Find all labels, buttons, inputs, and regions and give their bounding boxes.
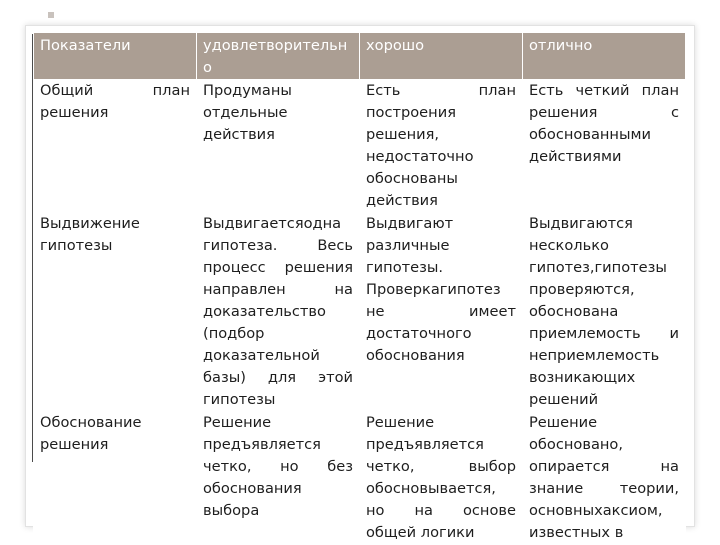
table-row	[34, 80, 686, 213]
satisfactory-cell: Продуманы отдельные действия	[197, 80, 360, 213]
satisfactory-cell: Выдвигаетсяодна гипотеза. Весь процесс решения направлен на доказательство (подбор доказательной базы) для этой гипотезы	[197, 213, 360, 412]
criterion-cell: Обоснование решения	[34, 412, 197, 545]
criterion-cell: Выдвижение гипотезы	[34, 213, 197, 412]
bullet-marker	[48, 12, 54, 18]
excellent-cell: Есть четкий план решения с обоснованными действиями	[523, 80, 686, 213]
excellent-cell: Решение обосновано, опирается на знание теории, основныхаксиом, известных в	[523, 412, 686, 545]
criterion-cell: Общий план решения	[34, 80, 197, 213]
good-cell: Решение предъявляется четко, выбор обосновывается, но на основе общей логики	[360, 412, 523, 545]
header-criterion: Показатели	[34, 33, 197, 80]
satisfactory-cell: Решение предъявляется четко, но без обоснования выбора	[197, 412, 360, 545]
table-row	[34, 213, 686, 412]
criteria-table	[33, 32, 686, 545]
good-cell: Есть план построения решения, недостаточно обоснованы действия	[360, 80, 523, 213]
excellent-cell: Выдвигаются несколько гипотез,гипотезы проверяются, обоснована приемлемость и неприемлемость возникающих решений	[523, 213, 686, 412]
header-good: хорошо	[360, 33, 523, 80]
table-row	[34, 412, 686, 545]
header-satisfactory: удовлетворительно	[197, 33, 360, 80]
good-cell: Выдвигают различные гипотезы. Проверкагипотез не имеет достаточного обоснования	[360, 213, 523, 412]
table-header-row	[34, 33, 686, 80]
header-excellent: отлично	[523, 33, 686, 80]
